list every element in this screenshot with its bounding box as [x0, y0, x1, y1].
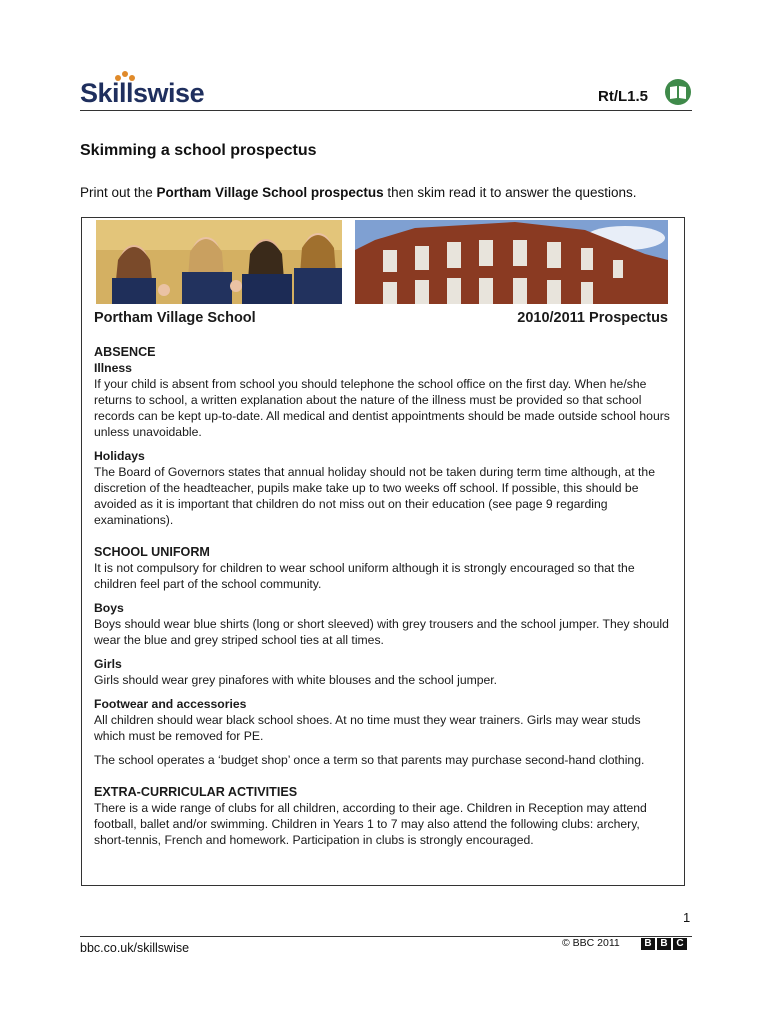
- girls-heading: Girls: [94, 657, 122, 671]
- intro-bold: Portham Village School prospectus: [156, 185, 384, 200]
- skillswise-logo[interactable]: Skillswise: [80, 78, 205, 108]
- prospectus-year: 2010/2011 Prospectus: [517, 310, 668, 326]
- intro-text: [80, 185, 637, 200]
- intro-before: Print out the: [80, 185, 157, 200]
- boys-text: Boys should wear blue shirts (long or short sleeved) with grey trousers and the school jumper. They should wear the blue and grey striped school ties at all times.: [94, 617, 669, 647]
- activities-heading: EXTRA-CURRICULAR ACTIVITIES: [94, 785, 298, 799]
- boys-heading: Boys: [94, 601, 124, 615]
- absence-heading: ABSENCE: [94, 345, 156, 359]
- students-photo-art: [96, 220, 342, 304]
- bbc-logo: [641, 938, 687, 950]
- students-photo: [96, 220, 342, 304]
- page-number: 1: [683, 910, 691, 925]
- illness-text: If your child is absent from school you should telephone the school office on the first day. When he/she returns to school, a written explanation about the nature of the illness must be provided so that school records can be kept up-to-date. All medical and dentist appointments should be made outside school hours unless unavoidable.: [94, 377, 670, 439]
- copyright: © BBC 2011: [562, 937, 620, 949]
- book-icon: [664, 78, 692, 106]
- illness-heading: Illness: [94, 361, 132, 375]
- footer-url[interactable]: bbc.co.uk/skillswise: [80, 941, 190, 955]
- footwear-heading: Footwear and accessories: [94, 697, 247, 711]
- bbc-letter: B: [641, 938, 655, 950]
- header-rule: [80, 110, 692, 111]
- school-building-photo: [355, 220, 668, 304]
- uniform-text: It is not compulsory for children to wear school uniform although it is strongly encouraged so that the children feel part of the school community.: [94, 561, 635, 591]
- uniform-heading: SCHOOL UNIFORM: [94, 545, 210, 559]
- holidays-heading: Holidays: [94, 449, 145, 463]
- girls-text: Girls should wear grey pinafores with white blouses and the school jumper.: [94, 673, 498, 687]
- school-name: Portham Village School: [94, 310, 256, 326]
- footwear-text: All children should wear black school shoes. At no time must they wear trainers. Girls may wear studs which must be removed for PE.: [94, 713, 641, 743]
- resource-code: Rt/L1.5: [598, 88, 649, 105]
- page-title: Skimming a school prospectus: [80, 142, 317, 159]
- bbc-letter: B: [657, 938, 671, 950]
- bbc-letter: C: [673, 938, 687, 950]
- holidays-text: The Board of Governors states that annual holiday should not be taken during term time although, at the discretion of the headteacher, pupils make take up to two weeks off school. If possible, this should be avoided as it is important that children do not miss out on their education (see page 9 regarding examinations).: [94, 465, 655, 527]
- budget-shop-text: The school operates a ‘budget shop’ once a term so that parents may purchase second-hand clothing.: [94, 753, 645, 767]
- activities-text: There is a wide range of clubs for all children, according to their age. Children in Reception may attend football, ballet and/or swimming. Children in Years 1 to 7 may also attend the following clubs: archery, short-tennis, French and homework. Participation in clubs is strongly encouraged.: [94, 801, 647, 847]
- school-building-art: [355, 220, 668, 304]
- prospectus-header: [94, 310, 672, 332]
- prospectus-content: [94, 310, 672, 848]
- intro-after: then skim read it to answer the questions.: [383, 185, 637, 200]
